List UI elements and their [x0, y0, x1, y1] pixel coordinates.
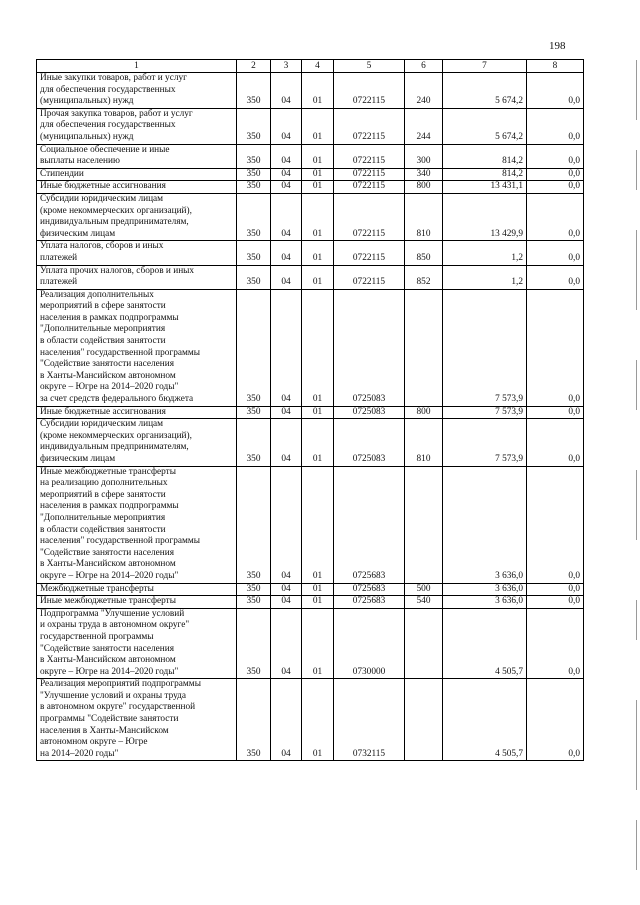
row-amount-cell: 4 505,7 [443, 679, 527, 761]
row-code-cell: 350 [237, 406, 271, 419]
row-expense-type-cell: 810 [405, 419, 443, 466]
header-cell: 5 [334, 60, 405, 73]
row-subsection-cell: 01 [302, 193, 334, 240]
row-amount-2-cell: 0,0 [527, 583, 584, 596]
row-subsection-cell: 01 [302, 144, 334, 168]
row-name-cell: Стипендии [37, 168, 237, 181]
row-amount-cell: 7 573,9 [443, 289, 527, 406]
row-subsection-cell: 01 [302, 583, 334, 596]
row-code-cell: 350 [237, 679, 271, 761]
row-expense-type-cell: 240 [405, 73, 443, 109]
row-target-article-cell: 0725083 [334, 419, 405, 466]
row-amount-2-cell: 0,0 [527, 168, 584, 181]
row-amount-2-cell: 0,0 [527, 466, 584, 583]
row-amount-cell: 3 636,0 [443, 583, 527, 596]
table-row [37, 406, 584, 419]
row-code-cell: 350 [237, 583, 271, 596]
row-target-article-cell: 0725083 [334, 406, 405, 419]
row-expense-type-cell [405, 679, 443, 761]
row-code-cell: 350 [237, 168, 271, 181]
row-subsection-cell: 01 [302, 108, 334, 144]
row-name-cell: Иные межбюджетные трансферты [37, 596, 237, 609]
row-expense-type-cell: 800 [405, 181, 443, 194]
table-row [37, 193, 584, 240]
row-target-article-cell: 0722115 [334, 241, 405, 265]
table-row [37, 608, 584, 679]
row-amount-cell: 1,2 [443, 241, 527, 265]
row-expense-type-cell [405, 608, 443, 679]
header-cell: 7 [443, 60, 527, 73]
row-code-cell: 350 [237, 466, 271, 583]
row-amount-2-cell: 0,0 [527, 181, 584, 194]
row-code-cell: 350 [237, 108, 271, 144]
row-section-cell: 04 [271, 265, 302, 289]
header-cell: 2 [237, 60, 271, 73]
row-code-cell: 350 [237, 241, 271, 265]
row-section-cell: 04 [271, 241, 302, 265]
row-expense-type-cell [405, 466, 443, 583]
row-code-cell: 350 [237, 73, 271, 109]
row-code-cell: 350 [237, 181, 271, 194]
row-section-cell: 04 [271, 181, 302, 194]
row-name-cell: Прочая закупка товаров, работ и услуг для обеспечения государственных (муниципальных) нужд [37, 108, 237, 144]
table-row [37, 73, 584, 109]
row-amount-cell: 4 505,7 [443, 608, 527, 679]
table-row [37, 108, 584, 144]
row-name-cell: Субсидии юридическим лицам (кроме некоммерческих организаций), индивидуальным предпринимателям, физическим лицам [37, 193, 237, 240]
row-section-cell: 04 [271, 466, 302, 583]
row-target-article-cell: 0725683 [334, 596, 405, 609]
row-amount-2-cell: 0,0 [527, 596, 584, 609]
row-amount-2-cell: 0,0 [527, 73, 584, 109]
row-section-cell: 04 [271, 289, 302, 406]
row-expense-type-cell: 800 [405, 406, 443, 419]
table-row [37, 168, 584, 181]
row-name-cell: Реализация мероприятий подпрограммы "Улучшение условий и охраны труда в автономном округе" государственной программы "Содействие занятости населения в Ханты-Мансийском автономном округе – Югре на 2014–2020 годы" [37, 679, 237, 761]
row-target-article-cell: 0722115 [334, 144, 405, 168]
row-subsection-cell: 01 [302, 289, 334, 406]
row-amount-cell: 7 573,9 [443, 419, 527, 466]
scan-edge-marks [630, 0, 640, 905]
row-subsection-cell: 01 [302, 466, 334, 583]
table-row [37, 466, 584, 583]
row-target-article-cell: 0722115 [334, 73, 405, 109]
row-target-article-cell: 0722115 [334, 193, 405, 240]
row-subsection-cell: 01 [302, 679, 334, 761]
row-name-cell: Реализация дополнительных мероприятий в сфере занятости населения в рамках подпрограммы "Дополнительные мероприятия в области содействия занятости населения" государственной программы "Содействие занятости населения в Ханты-Мансийском автономном округе – Югре на 2014–2020 годы" за счет средств федерального бюджета [37, 289, 237, 406]
row-section-cell: 04 [271, 419, 302, 466]
row-code-cell: 350 [237, 144, 271, 168]
row-name-cell: Иные бюджетные ассигнования [37, 406, 237, 419]
row-section-cell: 04 [271, 608, 302, 679]
row-code-cell: 350 [237, 193, 271, 240]
header-cell: 4 [302, 60, 334, 73]
row-subsection-cell: 01 [302, 265, 334, 289]
row-name-cell: Субсидии юридическим лицам (кроме некоммерческих организаций), индивидуальным предпринимателям, физическим лицам [37, 419, 237, 466]
row-target-article-cell: 0725683 [334, 466, 405, 583]
table-header [37, 60, 584, 73]
budget-table [36, 59, 584, 761]
row-amount-cell: 7 573,9 [443, 406, 527, 419]
row-subsection-cell: 01 [302, 168, 334, 181]
row-name-cell: Социальное обеспечение и иные выплаты населению [37, 144, 237, 168]
row-amount-cell: 5 674,2 [443, 108, 527, 144]
row-name-cell: Межбюджетные трансферты [37, 583, 237, 596]
row-amount-cell: 5 674,2 [443, 73, 527, 109]
row-section-cell: 04 [271, 406, 302, 419]
table-body [37, 73, 584, 761]
row-expense-type-cell: 244 [405, 108, 443, 144]
row-code-cell: 350 [237, 596, 271, 609]
row-section-cell: 04 [271, 679, 302, 761]
row-subsection-cell: 01 [302, 608, 334, 679]
row-amount-2-cell: 0,0 [527, 193, 584, 240]
row-amount-2-cell: 0,0 [527, 679, 584, 761]
row-amount-2-cell: 0,0 [527, 289, 584, 406]
row-amount-2-cell: 0,0 [527, 241, 584, 265]
row-amount-2-cell: 0,0 [527, 144, 584, 168]
table-row [37, 596, 584, 609]
row-expense-type-cell: 850 [405, 241, 443, 265]
row-section-cell: 04 [271, 583, 302, 596]
row-name-cell: Иные бюджетные ассигнования [37, 181, 237, 194]
table-row [37, 265, 584, 289]
page-number: 198 [549, 40, 566, 52]
row-amount-cell: 1,2 [443, 265, 527, 289]
row-code-cell: 350 [237, 419, 271, 466]
row-amount-cell: 3 636,0 [443, 596, 527, 609]
row-section-cell: 04 [271, 144, 302, 168]
row-subsection-cell: 01 [302, 181, 334, 194]
row-expense-type-cell: 500 [405, 583, 443, 596]
row-section-cell: 04 [271, 193, 302, 240]
header-cell: 6 [405, 60, 443, 73]
row-expense-type-cell: 300 [405, 144, 443, 168]
table-row [37, 181, 584, 194]
row-target-article-cell: 0722115 [334, 108, 405, 144]
row-target-article-cell: 0722115 [334, 181, 405, 194]
row-name-cell: Подпрограмма "Улучшение условий и охраны труда в автономном округе" государственной программы "Содействие занятости населения в Ханты-Мансийском автономном округе – Югре на 2014–2020 годы" [37, 608, 237, 679]
row-expense-type-cell: 340 [405, 168, 443, 181]
row-target-article-cell: 0725683 [334, 583, 405, 596]
header-cell: 8 [527, 60, 584, 73]
row-section-cell: 04 [271, 596, 302, 609]
row-amount-cell: 3 636,0 [443, 466, 527, 583]
header-cell: 1 [37, 60, 237, 73]
row-target-article-cell: 0722115 [334, 265, 405, 289]
row-name-cell: Уплата налогов, сборов и иных платежей [37, 241, 237, 265]
row-expense-type-cell: 852 [405, 265, 443, 289]
row-amount-2-cell: 0,0 [527, 406, 584, 419]
row-amount-2-cell: 0,0 [527, 265, 584, 289]
row-name-cell: Иные закупки товаров, работ и услуг для обеспечения государственных (муниципальных) нужд [37, 73, 237, 109]
table-row [37, 289, 584, 406]
row-code-cell: 350 [237, 608, 271, 679]
row-target-article-cell: 0730000 [334, 608, 405, 679]
row-code-cell: 350 [237, 289, 271, 406]
row-subsection-cell: 01 [302, 596, 334, 609]
row-section-cell: 04 [271, 108, 302, 144]
row-amount-cell: 13 429,9 [443, 193, 527, 240]
row-subsection-cell: 01 [302, 406, 334, 419]
row-amount-2-cell: 0,0 [527, 608, 584, 679]
table-row [37, 583, 584, 596]
row-amount-cell: 13 431,1 [443, 181, 527, 194]
table-row [37, 679, 584, 761]
row-subsection-cell: 01 [302, 73, 334, 109]
row-subsection-cell: 01 [302, 241, 334, 265]
row-subsection-cell: 01 [302, 419, 334, 466]
table-row [37, 419, 584, 466]
row-section-cell: 04 [271, 168, 302, 181]
row-section-cell: 04 [271, 73, 302, 109]
table-row [37, 144, 584, 168]
row-expense-type-cell [405, 289, 443, 406]
row-amount-cell: 814,2 [443, 168, 527, 181]
row-code-cell: 350 [237, 265, 271, 289]
row-target-article-cell: 0732115 [334, 679, 405, 761]
row-amount-cell: 814,2 [443, 144, 527, 168]
row-name-cell: Уплата прочих налогов, сборов и иных платежей [37, 265, 237, 289]
row-amount-2-cell: 0,0 [527, 419, 584, 466]
row-expense-type-cell: 810 [405, 193, 443, 240]
row-target-article-cell: 0725083 [334, 289, 405, 406]
row-expense-type-cell: 540 [405, 596, 443, 609]
row-amount-2-cell: 0,0 [527, 108, 584, 144]
table-row [37, 241, 584, 265]
row-name-cell: Иные межбюджетные трансферты на реализацию дополнительных мероприятий в сфере занятости населения в рамках подпрограммы "Дополнительные мероприятия в области содействия занятости населения" государственной программы "Содействие занятости населения в Ханты-Мансийском автономном округе – Югре на 2014–2020 годы" [37, 466, 237, 583]
header-cell: 3 [271, 60, 302, 73]
row-target-article-cell: 0722115 [334, 168, 405, 181]
